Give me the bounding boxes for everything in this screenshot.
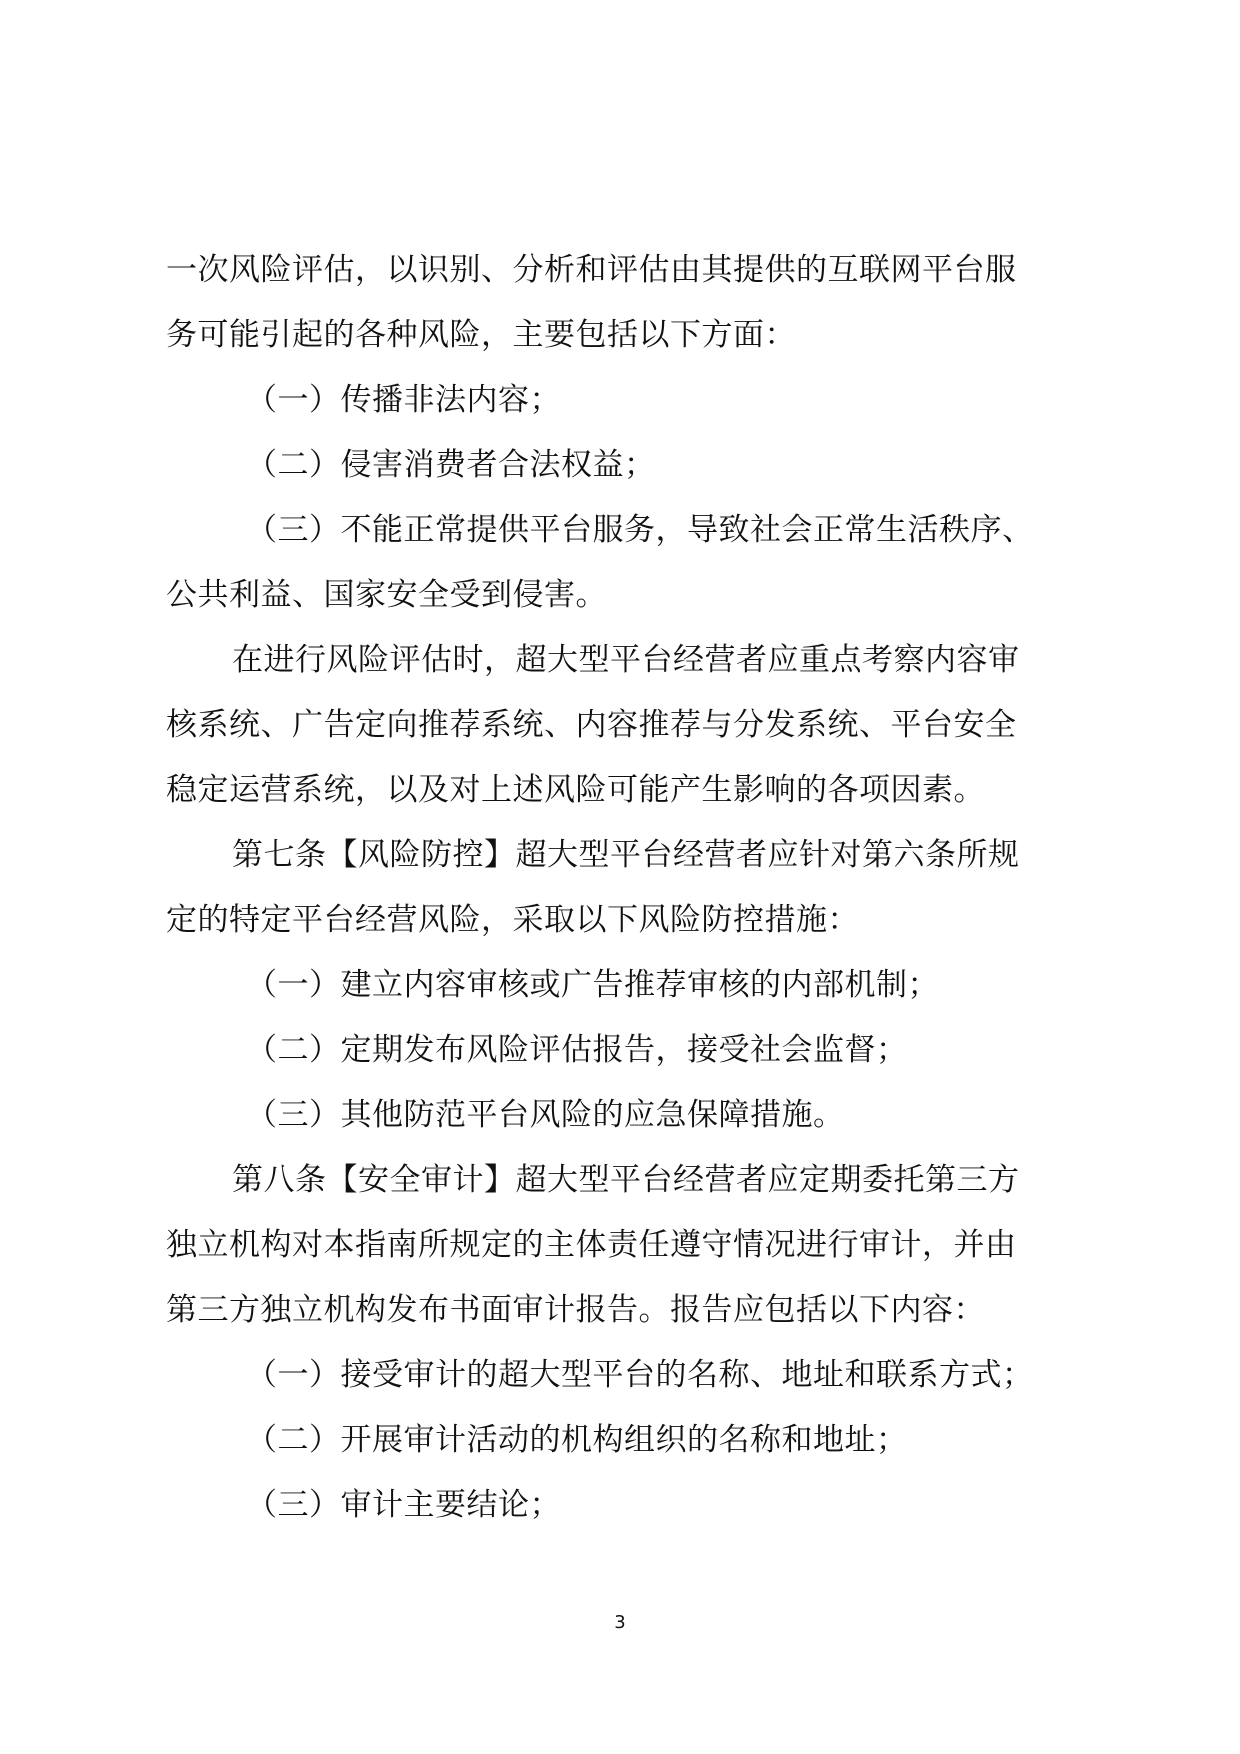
text-line: 务可能引起的各种风险，主要包括以下方面： [166, 317, 796, 353]
paragraph-start: 在进行风险评估时，超大型平台经营者应重点考察内容审 [232, 642, 1020, 678]
list-item: （一）传播非法内容； [246, 382, 561, 418]
list-item: （三）不能正常提供平台服务，导致社会正常生活秩序、 [246, 512, 1034, 548]
list-item: （一）接受审计的超大型平台的名称、地址和联系方式； [246, 1357, 1034, 1393]
article-heading-line: 第七条【风险防控】超大型平台经营者应针对第六条所规 [232, 837, 1020, 873]
text-line: 独立机构对本指南所规定的主体责任遵守情况进行审计，并由 [166, 1227, 1017, 1263]
document-body [166, 238, 1090, 1538]
text-line: 核系统、广告定向推荐系统、内容推荐与分发系统、平台安全 [166, 707, 1017, 743]
text-line: 定的特定平台经营风险，采取以下风险防控措施： [166, 902, 859, 938]
text-line: 第三方独立机构发布书面审计报告。报告应包括以下内容： [166, 1292, 985, 1328]
text-line: 一次风险评估，以识别、分析和评估由其提供的互联网平台服 [166, 252, 1017, 288]
page-number: 3 [614, 1612, 626, 1633]
article-heading-line: 第八条【安全审计】超大型平台经营者应定期委托第三方 [232, 1162, 1020, 1198]
list-item: （二）侵害消费者合法权益； [246, 447, 656, 483]
list-item: （三）其他防范平台风险的应急保障措施。 [246, 1097, 845, 1133]
list-item: （三）审计主要结论； [246, 1487, 561, 1523]
list-item: （二）定期发布风险评估报告，接受社会监督； [246, 1032, 908, 1068]
list-item: （一）建立内容审核或广告推荐审核的内部机制； [246, 967, 939, 1003]
text-line: 公共利益、国家安全受到侵害。 [166, 577, 607, 613]
text-line: 稳定运营系统，以及对上述风险可能产生影响的各项因素。 [166, 772, 985, 808]
list-item: （二）开展审计活动的机构组织的名称和地址； [246, 1422, 908, 1458]
